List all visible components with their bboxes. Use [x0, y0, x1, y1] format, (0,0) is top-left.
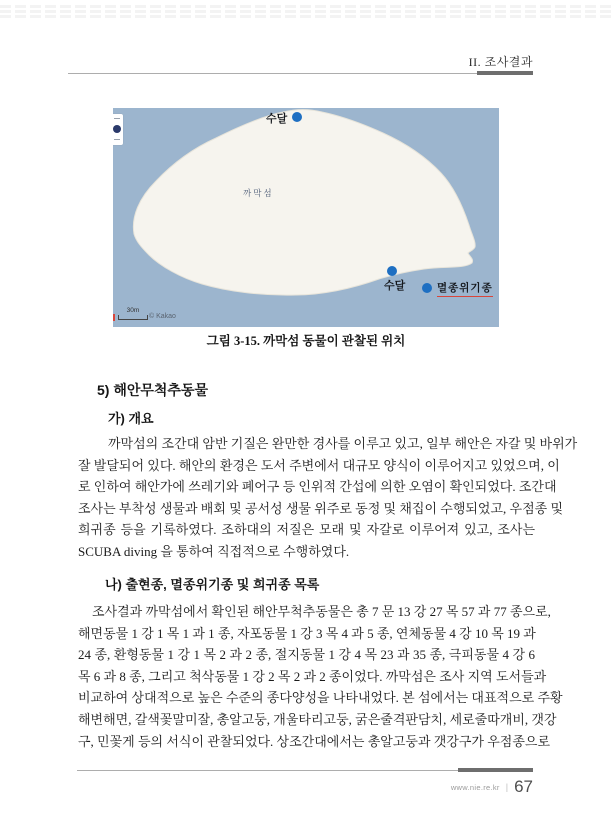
- footer-website: www.nie.re.kr: [450, 782, 500, 792]
- section-heading: 5) 해안무척추동물: [97, 382, 209, 398]
- map-scale-bar: [118, 307, 148, 320]
- text-line: 해변해면, 갈색꽃말미잘, 총알고둥, 개울타리고둥, 굵은줄격판담치, 세로줄따개비, 갯강: [78, 711, 557, 727]
- text-line: 목 6 과 8 종, 그리고 척삭동물 1 강 2 목 2 과 2 종이었다. 까막섬은 조사 지역 도서들과: [78, 668, 547, 684]
- text-line: 비교하여 상대적으로 높은 수준의 종다양성을 나타내었다. 본 섬에서는 대표적으로 주황: [78, 690, 563, 706]
- text-line: 잘 발달되어 있다. 해안의 환경은 도서 주변에서 대규모 양식이 이루어지고 있었으며, 이: [78, 457, 560, 473]
- figure-caption: 그림 3-15. 까막섬 동물이 관찰된 위치: [206, 334, 406, 348]
- subsection-heading-species-list: 나) 출현종, 멸종위기종 및 희귀종 목록: [105, 577, 320, 592]
- text-line: SCUBA diving 을 통하여 직접적으로 수행하였다.: [78, 543, 350, 559]
- map-zoom-control[interactable]: [113, 114, 123, 145]
- text-line: 조사결과 까막섬에서 확인된 해안무척추동물은 총 7 문 13 강 27 목 57 과 77 종으로,: [92, 604, 551, 619]
- paragraph-species: [78, 601, 563, 752]
- otter-marker-top-label: 수달: [266, 113, 288, 125]
- legend-dot: [422, 283, 432, 293]
- text-line: 24 종, 환형동물 1 강 1 목 2 과 2 종, 절지동물 1 강 4 목 23 과 35 종, 극피동물 4 강 6: [78, 647, 535, 663]
- footer-rule-thin: [77, 770, 458, 771]
- otter-marker-bottom-label: 수달: [384, 280, 406, 292]
- map-attribution: © Kakao: [149, 313, 176, 320]
- text-line: 조사는 부착성 생물과 배회 및 공서성 생물 위주로 동정 및 채집이 수행되었고, 우점종 및: [78, 500, 564, 516]
- map-edge-red-mark: [113, 314, 115, 321]
- island-name-label: 까막섬: [243, 188, 274, 198]
- otter-marker-top-dot: [292, 112, 302, 122]
- page-number: 67: [514, 777, 533, 796]
- paragraph-overview: [78, 433, 578, 563]
- running-header: II. 조사결과: [468, 55, 533, 69]
- figure-map: [113, 108, 499, 327]
- footer-divider: |: [505, 782, 509, 792]
- header-rule-accent: [477, 71, 533, 75]
- text-line: 희귀종 등을 기록하였다. 조하대의 저질은 모래 및 자갈로 이루어져 있고, 조사는: [78, 522, 535, 538]
- text-line: 해면동물 1 강 1 목 1 과 1 종, 자포동물 1 강 3 목 4 과 5 종, 연체동물 4 강 10 목 19 과: [78, 625, 536, 641]
- page-edge-texture: [0, 5, 614, 20]
- header-rule-thin: [68, 73, 477, 74]
- legend-endangered-label: 멸종위기종: [437, 280, 493, 297]
- subsection-heading-overview: 가) 개요: [108, 411, 154, 426]
- text-line: 까막섬의 조간대 암반 기질은 완만한 경사를 이루고 있고, 일부 해안은 자갈 및 바위가: [108, 436, 578, 451]
- text-line: 구, 민꽃게 등의 서식이 관찰되었다. 상조간대에서는 총알고둥과 갯강구가 우점종으로: [78, 733, 551, 749]
- map-scale-bracket: [118, 315, 148, 320]
- footer-rule-accent: [458, 768, 533, 772]
- map-scale-label: 30m: [126, 307, 140, 314]
- map-control-knob[interactable]: [113, 125, 121, 133]
- footer: [451, 777, 533, 797]
- footer-rule: [77, 768, 533, 772]
- header-rule: [68, 71, 533, 75]
- text-line: 로 인하여 해안가에 쓰레기와 폐어구 등 인위적 간섭에 의한 오염이 확인되었다. 조간대: [78, 479, 557, 495]
- otter-marker-bottom-dot: [387, 266, 397, 276]
